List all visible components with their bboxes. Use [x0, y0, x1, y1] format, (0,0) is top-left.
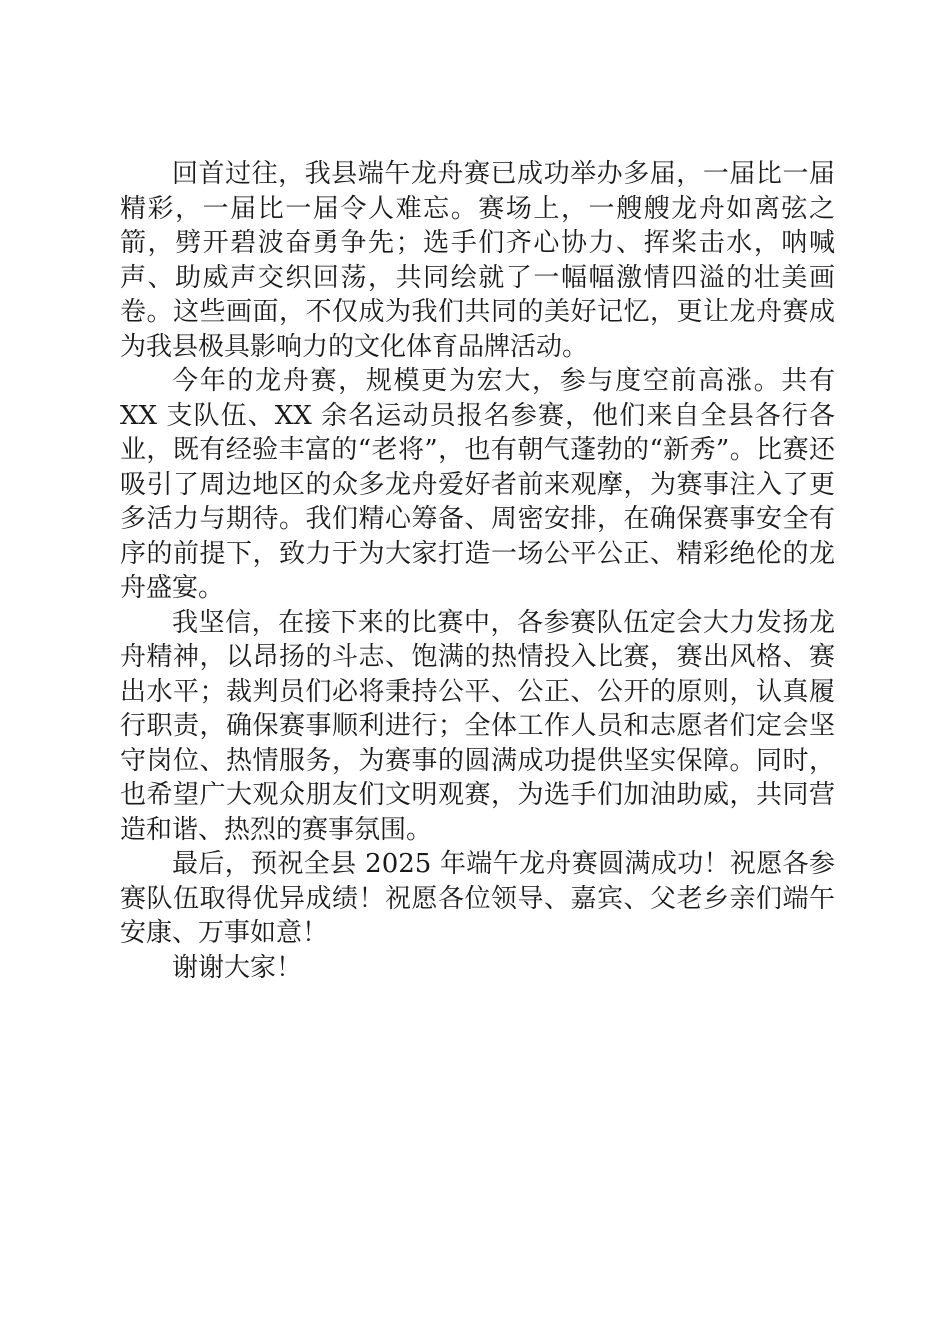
paragraph-final-blessing: 最后，预祝全县 2025 年端午龙舟赛圆满成功！祝愿各参赛队伍取得优异成绩！祝愿各位领导、嘉宾、父老乡亲们端午安康、万事如意！ — [120, 849, 835, 948]
paragraph-this-year-race: 今年的龙舟赛，规模更为宏大，参与度空前高涨。共有 XX 支队伍、XX 余名运动员报名参赛，他们来自全县各行各业，既有经验丰富的“老将”，也有朝气蓬勃的“新秀”。比赛还吸引了周边地区的众多龙舟爱好者前来观摩，为赛事注入了更多活力与期待。我们精心筹备、周密安排，在确保赛事安全有序的前提下，致力于为大家打造一场公平公正、精彩绝伦的龙舟盛宴。 — [120, 366, 835, 603]
paragraph-belief-wishes: 我坚信，在接下来的比赛中，各参赛队伍定会大力发扬龙舟精神，以昂扬的斗志、饱满的热情投入比赛，赛出风格、赛出水平；裁判员们必将秉持公平、公正、公开的原则，认真履行职责，确保赛事顺利进行；全体工作人员和志愿者们定会坚守岗位、热情服务，为赛事的圆满成功提供坚实保障。同时，也希望广大观众朋友们文明观赛，为选手们加油助威，共同营造和谐、热烈的赛事氛围。 — [120, 607, 835, 845]
paragraph-thanks: 谢谢大家！ — [172, 952, 303, 983]
document-body — [120, 157, 835, 985]
paragraph-review-past: 回首过往，我县端午龙舟赛已成功举办多届，一届比一届精彩，一届比一届令人难忘。赛场上，一艘艘龙舟如离弦之箭，劈开碧波奋勇争先；选手们齐心协力、挥桨击水，呐喊声、助威声交织回荡，共同绘就了一幅幅激情四溢的壮美画卷。这些画面，不仅成为我们共同的美好记忆，更让龙舟赛成为我县极具影响力的文化体育品牌活动。 — [120, 159, 835, 362]
